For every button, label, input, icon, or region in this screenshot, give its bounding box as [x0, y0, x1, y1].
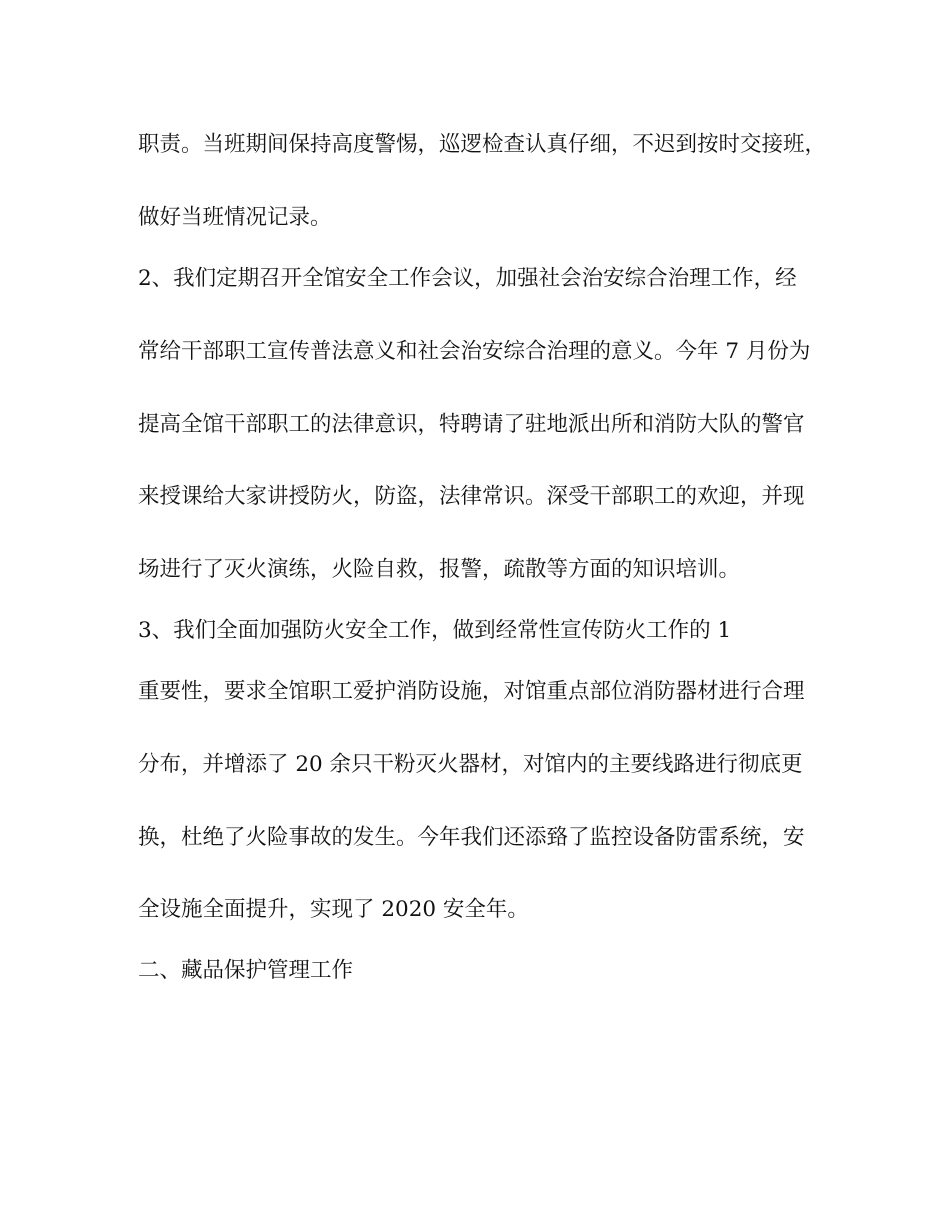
- text-line: 重要性，要求全馆职工爱护消防设施，对馆重点部位消防器材进行合理: [138, 679, 805, 704]
- text-line: 全设施全面提升，实现了 2020 安全年。: [138, 897, 529, 922]
- text-line: 职责。当班期间保持高度警惕，巡逻检查认真仔细，不迟到按时交接班，: [138, 132, 827, 157]
- section-heading: 二、藏品保护管理工作: [138, 958, 354, 983]
- text-line: 来授课给大家讲授防火，防盗，法律常识。深受干部职工的欢迎，并现: [138, 484, 805, 509]
- text-line: 换，杜绝了火险事故的发生。今年我们还添臵了监控设备防雷系统，安: [138, 825, 805, 850]
- text-line: 做好当班情况记录。: [138, 205, 332, 230]
- text-line: 常给干部职工宣传普法意义和社会治安综合治理的意义。今年 7 月份为: [138, 339, 811, 364]
- text-line: 分布，并增添了 20 余只干粉灭火器材，对馆内的主要线路进行彻底更: [138, 752, 803, 777]
- text-line: 2、我们定期召开全馆安全工作会议，加强社会治安综合治理工作，经: [138, 266, 797, 291]
- text-line: 提高全馆干部职工的法律意识，特聘请了驻地派出所和消防大队的警官: [138, 412, 805, 437]
- text-line: 场进行了灭火演练，火险自救，报警，疏散等方面的知识培训。: [138, 557, 741, 582]
- text-line: 3、我们全面加强防火安全工作，做到经常性宣传防火工作的 1: [138, 618, 732, 643]
